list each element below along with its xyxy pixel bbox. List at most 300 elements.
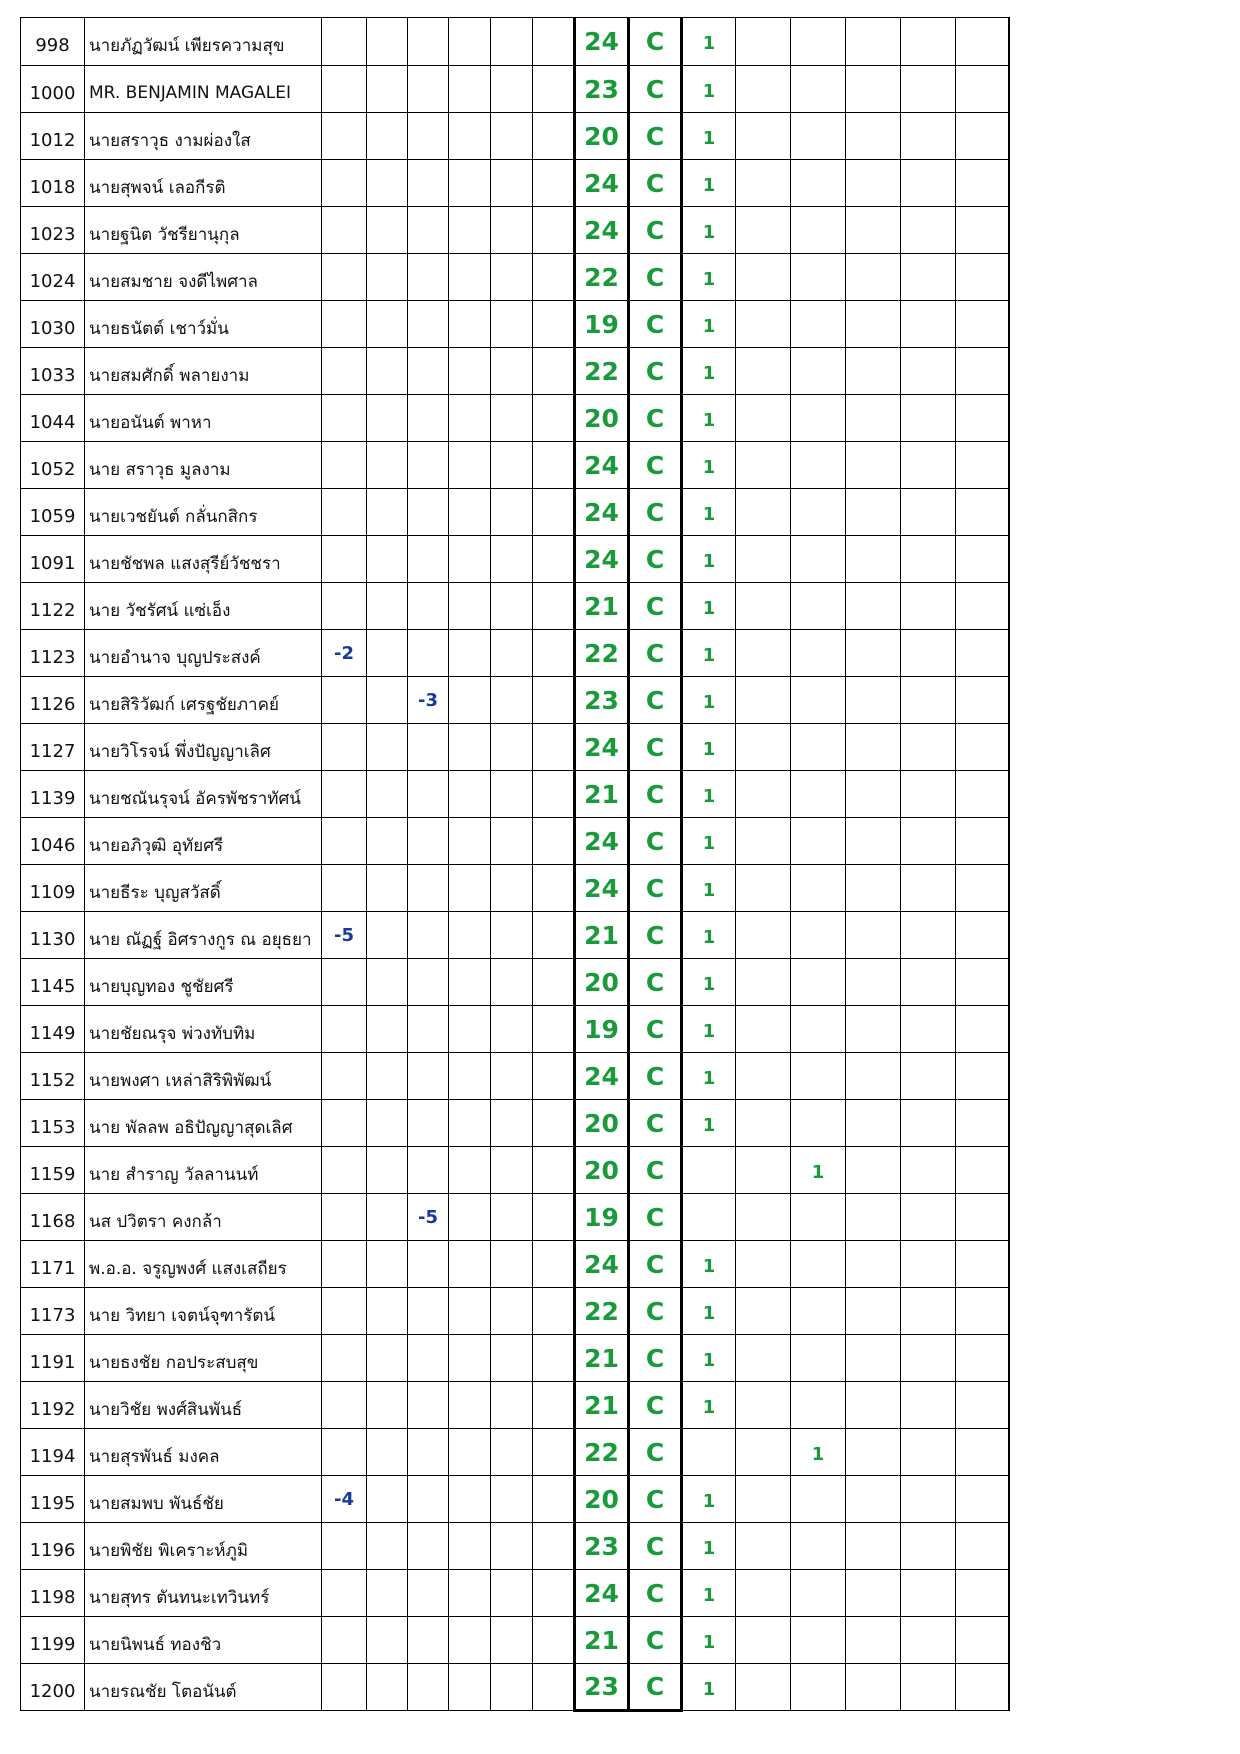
mark-cell	[901, 630, 956, 677]
mark-cell	[846, 1476, 901, 1523]
penalty-cell	[408, 1006, 449, 1053]
penalty-cell	[449, 1617, 491, 1664]
mark-cell	[901, 1194, 956, 1241]
mark-cell	[736, 1382, 791, 1429]
penalty-cell	[533, 1570, 575, 1617]
mark-cell	[736, 1429, 791, 1476]
grade-cell: C	[629, 1476, 682, 1523]
penalty-cell	[533, 160, 575, 207]
table-row	[21, 1288, 1009, 1335]
mark-cell	[736, 1006, 791, 1053]
penalty-cell	[533, 1100, 575, 1147]
table-row	[21, 395, 1009, 442]
mark-cell	[846, 583, 901, 630]
mark-cell	[956, 1194, 1009, 1241]
student-name-cell: นายสิริวัฒก์ เศรฐชัยภาคย์	[85, 677, 322, 724]
penalty-cell	[367, 301, 408, 348]
score-cell: 20	[575, 959, 629, 1006]
student-name-cell: นายชัยณรุจ พ่วงทับทิม	[85, 1006, 322, 1053]
grade-cell: C	[629, 1429, 682, 1476]
mark-cell	[736, 536, 791, 583]
penalty-cell	[449, 1147, 491, 1194]
student-name-cell: นายธงชัย กอประสบสุข	[85, 1335, 322, 1382]
mark-cell	[846, 1335, 901, 1382]
penalty-cell	[408, 536, 449, 583]
mark-cell	[956, 207, 1009, 254]
mark-cell: 1	[791, 1429, 846, 1476]
mark-cell	[846, 959, 901, 1006]
mark-cell	[956, 1382, 1009, 1429]
score-cell: 24	[575, 442, 629, 489]
table-row	[21, 301, 1009, 348]
table-row	[21, 348, 1009, 395]
penalty-cell	[408, 348, 449, 395]
mark-cell: 1	[682, 1335, 736, 1382]
mark-cell	[791, 1335, 846, 1382]
student-id-cell: 1130	[21, 912, 85, 959]
penalty-cell	[408, 583, 449, 630]
penalty-cell	[491, 724, 533, 771]
mark-cell	[846, 254, 901, 301]
mark-cell	[901, 1241, 956, 1288]
penalty-cell	[322, 66, 367, 113]
penalty-cell	[367, 113, 408, 160]
penalty-cell	[322, 583, 367, 630]
score-cell: 24	[575, 818, 629, 865]
grade-cell: C	[629, 1147, 682, 1194]
penalty-cell	[367, 1288, 408, 1335]
penalty-cell	[449, 1288, 491, 1335]
penalty-cell	[322, 818, 367, 865]
penalty-cell	[367, 1382, 408, 1429]
mark-cell	[956, 865, 1009, 912]
penalty-cell	[533, 1429, 575, 1476]
score-cell: 24	[575, 160, 629, 207]
table-row	[21, 207, 1009, 254]
student-name-cell: นายชณันรุจน์ อัครพัชราทัศน์	[85, 771, 322, 818]
score-cell: 24	[575, 1241, 629, 1288]
penalty-cell	[322, 1429, 367, 1476]
penalty-cell	[367, 1476, 408, 1523]
score-cell: 24	[575, 1570, 629, 1617]
score-cell: 22	[575, 348, 629, 395]
grade-cell: C	[629, 254, 682, 301]
grade-cell: C	[629, 348, 682, 395]
grade-cell: C	[629, 1241, 682, 1288]
score-cell: 20	[575, 1147, 629, 1194]
mark-cell	[846, 630, 901, 677]
mark-cell	[791, 818, 846, 865]
penalty-cell	[533, 1241, 575, 1288]
mark-cell	[956, 442, 1009, 489]
mark-cell: 1	[682, 1664, 736, 1711]
mark-cell	[901, 865, 956, 912]
penalty-cell	[367, 1194, 408, 1241]
score-cell: 20	[575, 1476, 629, 1523]
mark-cell	[791, 583, 846, 630]
grade-cell: C	[629, 865, 682, 912]
table-row	[21, 912, 1009, 959]
penalty-cell	[491, 1382, 533, 1429]
penalty-cell	[449, 1476, 491, 1523]
grade-cell: C	[629, 630, 682, 677]
student-name-cell: นายธีระ บุญสวัสดิ์	[85, 865, 322, 912]
mark-cell	[791, 536, 846, 583]
grade-cell: C	[629, 1523, 682, 1570]
penalty-cell	[533, 301, 575, 348]
mark-cell	[901, 1382, 956, 1429]
mark-cell	[791, 630, 846, 677]
mark-cell	[846, 865, 901, 912]
student-id-cell: 1198	[21, 1570, 85, 1617]
mark-cell	[956, 724, 1009, 771]
penalty-cell	[533, 1617, 575, 1664]
penalty-cell	[491, 1194, 533, 1241]
penalty-cell	[533, 1523, 575, 1570]
penalty-cell	[367, 160, 408, 207]
table-row	[21, 677, 1009, 724]
score-cell: 19	[575, 1194, 629, 1241]
grade-cell: C	[629, 724, 682, 771]
mark-cell	[791, 1382, 846, 1429]
penalty-cell	[533, 912, 575, 959]
penalty-cell	[449, 113, 491, 160]
table-row	[21, 1429, 1009, 1476]
student-name-cell: MR. BENJAMIN MAGALEI	[85, 66, 322, 113]
mark-cell	[846, 348, 901, 395]
penalty-cell	[322, 1241, 367, 1288]
penalty-cell	[408, 771, 449, 818]
student-name-cell: นาย วัชรัศน์ แซ่เอ็ง	[85, 583, 322, 630]
penalty-cell	[533, 818, 575, 865]
penalty-cell	[322, 1570, 367, 1617]
student-id-cell: 1018	[21, 160, 85, 207]
mark-cell	[956, 1053, 1009, 1100]
penalty-cell	[408, 113, 449, 160]
table-row	[21, 959, 1009, 1006]
grade-cell: C	[629, 395, 682, 442]
penalty-cell	[449, 442, 491, 489]
penalty-cell	[322, 1382, 367, 1429]
mark-cell	[901, 1617, 956, 1664]
penalty-cell	[408, 1523, 449, 1570]
student-name-cell: นายฐนิต วัชรียานุกุล	[85, 207, 322, 254]
mark-cell	[736, 1570, 791, 1617]
mark-cell: 1	[682, 1006, 736, 1053]
table-row	[21, 1194, 1009, 1241]
mark-cell	[736, 1476, 791, 1523]
penalty-cell	[533, 630, 575, 677]
penalty-cell	[449, 677, 491, 724]
penalty-cell	[408, 1570, 449, 1617]
score-cell: 22	[575, 630, 629, 677]
mark-cell	[736, 583, 791, 630]
grade-cell: C	[629, 160, 682, 207]
mark-cell	[736, 348, 791, 395]
penalty-cell	[322, 1100, 367, 1147]
mark-cell	[736, 959, 791, 1006]
mark-cell	[736, 1335, 791, 1382]
mark-cell	[791, 1288, 846, 1335]
penalty-cell	[367, 1241, 408, 1288]
mark-cell	[846, 536, 901, 583]
penalty-cell	[408, 1429, 449, 1476]
mark-cell: 1	[682, 1288, 736, 1335]
student-name-cell: นายสุทร ตันทนะเทวินทร์	[85, 1570, 322, 1617]
table-row	[21, 160, 1009, 207]
penalty-cell	[491, 1147, 533, 1194]
mark-cell	[901, 1476, 956, 1523]
mark-cell	[682, 1194, 736, 1241]
grade-cell: C	[629, 1288, 682, 1335]
penalty-cell	[367, 912, 408, 959]
grade-cell: C	[629, 442, 682, 489]
penalty-cell	[491, 207, 533, 254]
mark-cell	[791, 1523, 846, 1570]
penalty-cell	[533, 1382, 575, 1429]
penalty-cell	[322, 1523, 367, 1570]
penalty-cell: -5	[408, 1194, 449, 1241]
mark-cell: 1	[682, 489, 736, 536]
score-cell: 24	[575, 865, 629, 912]
score-cell: 24	[575, 724, 629, 771]
score-cell: 21	[575, 583, 629, 630]
penalty-cell	[322, 1147, 367, 1194]
penalty-cell	[533, 677, 575, 724]
mark-cell	[901, 1053, 956, 1100]
penalty-cell	[491, 1006, 533, 1053]
penalty-cell	[367, 818, 408, 865]
penalty-cell	[367, 583, 408, 630]
score-cell: 23	[575, 1664, 629, 1711]
mark-cell	[791, 865, 846, 912]
mark-cell	[736, 1194, 791, 1241]
penalty-cell	[322, 301, 367, 348]
student-name-cell: นายพิชัย พิเคราะห์ภูมิ	[85, 1523, 322, 1570]
mark-cell	[791, 1006, 846, 1053]
mark-cell	[901, 160, 956, 207]
mark-cell: 1	[682, 18, 736, 66]
student-id-cell: 1173	[21, 1288, 85, 1335]
mark-cell: 1	[682, 1617, 736, 1664]
penalty-cell	[533, 959, 575, 1006]
mark-cell	[956, 1523, 1009, 1570]
penalty-cell	[367, 724, 408, 771]
mark-cell	[956, 18, 1009, 66]
penalty-cell	[449, 771, 491, 818]
penalty-cell	[491, 1241, 533, 1288]
penalty-cell	[367, 442, 408, 489]
student-name-cell: นายวิชัย พงศ์สินพันธ์	[85, 1382, 322, 1429]
grade-cell: C	[629, 489, 682, 536]
penalty-cell	[491, 1053, 533, 1100]
mark-cell	[846, 489, 901, 536]
penalty-cell	[449, 348, 491, 395]
score-cell: 23	[575, 677, 629, 724]
grade-cell: C	[629, 18, 682, 66]
mark-cell	[791, 1241, 846, 1288]
student-id-cell: 1152	[21, 1053, 85, 1100]
score-cell: 24	[575, 18, 629, 66]
table-row	[21, 489, 1009, 536]
table-row	[21, 1053, 1009, 1100]
penalty-cell	[408, 1100, 449, 1147]
table-row	[21, 1335, 1009, 1382]
student-name-cell: นส ปวิตรา คงกล้า	[85, 1194, 322, 1241]
grade-cell: C	[629, 1100, 682, 1147]
mark-cell: 1	[682, 1100, 736, 1147]
penalty-cell	[322, 348, 367, 395]
mark-cell	[846, 1429, 901, 1476]
mark-cell	[791, 207, 846, 254]
mark-cell	[956, 348, 1009, 395]
mark-cell: 1	[682, 771, 736, 818]
penalty-cell	[408, 1617, 449, 1664]
penalty-cell	[533, 442, 575, 489]
penalty-cell	[322, 254, 367, 301]
penalty-cell	[408, 630, 449, 677]
penalty-cell	[449, 395, 491, 442]
penalty-cell	[491, 865, 533, 912]
student-name-cell: นายสราวุธ งามผ่องใส	[85, 113, 322, 160]
student-id-cell: 1153	[21, 1100, 85, 1147]
penalty-cell	[449, 1664, 491, 1711]
mark-cell: 1	[682, 395, 736, 442]
mark-cell	[791, 66, 846, 113]
penalty-cell	[533, 66, 575, 113]
grade-cell: C	[629, 536, 682, 583]
mark-cell	[901, 395, 956, 442]
penalty-cell	[533, 1053, 575, 1100]
penalty-cell	[491, 536, 533, 583]
penalty-cell	[449, 18, 491, 66]
mark-cell	[736, 113, 791, 160]
table-row	[21, 1476, 1009, 1523]
penalty-cell	[322, 18, 367, 66]
mark-cell	[846, 771, 901, 818]
mark-cell	[846, 1664, 901, 1711]
penalty-cell	[367, 1523, 408, 1570]
mark-cell	[846, 160, 901, 207]
mark-cell	[736, 724, 791, 771]
mark-cell	[956, 301, 1009, 348]
grade-cell: C	[629, 1194, 682, 1241]
table-row	[21, 1147, 1009, 1194]
mark-cell	[901, 254, 956, 301]
mark-cell	[791, 442, 846, 489]
mark-cell	[846, 66, 901, 113]
penalty-cell	[408, 301, 449, 348]
mark-cell	[901, 724, 956, 771]
penalty-cell	[367, 254, 408, 301]
score-cell: 20	[575, 1100, 629, 1147]
mark-cell: 1	[682, 113, 736, 160]
penalty-cell	[449, 254, 491, 301]
penalty-cell	[408, 1664, 449, 1711]
penalty-cell	[533, 113, 575, 160]
penalty-cell	[367, 489, 408, 536]
penalty-cell	[449, 1570, 491, 1617]
table-row	[21, 536, 1009, 583]
score-cell: 24	[575, 536, 629, 583]
score-cell: 20	[575, 113, 629, 160]
penalty-cell	[491, 677, 533, 724]
mark-cell	[901, 66, 956, 113]
penalty-cell	[491, 113, 533, 160]
penalty-cell	[449, 912, 491, 959]
mark-cell	[736, 1053, 791, 1100]
mark-cell	[736, 1147, 791, 1194]
penalty-cell	[367, 1429, 408, 1476]
penalty-cell	[408, 1288, 449, 1335]
mark-cell: 1	[791, 1147, 846, 1194]
penalty-cell	[322, 489, 367, 536]
penalty-cell	[449, 1006, 491, 1053]
penalty-cell	[408, 489, 449, 536]
penalty-cell	[449, 1053, 491, 1100]
mark-cell	[956, 1570, 1009, 1617]
mark-cell: 1	[682, 1570, 736, 1617]
student-name-cell: นายวิโรจน์ พึ่งปัญญาเลิศ	[85, 724, 322, 771]
penalty-cell	[491, 1523, 533, 1570]
penalty-cell	[491, 254, 533, 301]
student-id-cell: 1122	[21, 583, 85, 630]
score-cell: 19	[575, 1006, 629, 1053]
student-id-cell: 1127	[21, 724, 85, 771]
mark-cell	[901, 1147, 956, 1194]
mark-cell	[956, 395, 1009, 442]
penalty-cell	[408, 1476, 449, 1523]
penalty-cell	[533, 207, 575, 254]
mark-cell	[846, 1100, 901, 1147]
grade-cell: C	[629, 207, 682, 254]
mark-cell	[956, 1100, 1009, 1147]
penalty-cell	[367, 395, 408, 442]
grade-cell: C	[629, 1335, 682, 1382]
student-id-cell: 1123	[21, 630, 85, 677]
student-name-cell: นายธนัตต์ เชาว์มั่น	[85, 301, 322, 348]
penalty-cell	[491, 160, 533, 207]
table-row	[21, 583, 1009, 630]
penalty-cell	[408, 724, 449, 771]
grade-cell: C	[629, 771, 682, 818]
penalty-cell	[367, 1335, 408, 1382]
student-id-cell: 1012	[21, 113, 85, 160]
mark-cell	[901, 442, 956, 489]
penalty-cell	[491, 348, 533, 395]
mark-cell: 1	[682, 1053, 736, 1100]
mark-cell	[791, 160, 846, 207]
penalty-cell	[367, 1053, 408, 1100]
mark-cell	[736, 254, 791, 301]
mark-cell	[846, 1382, 901, 1429]
student-id-cell: 1159	[21, 1147, 85, 1194]
penalty-cell	[367, 865, 408, 912]
penalty-cell	[491, 1617, 533, 1664]
student-id-cell: 1139	[21, 771, 85, 818]
mark-cell	[736, 160, 791, 207]
student-id-cell: 1059	[21, 489, 85, 536]
penalty-cell	[408, 254, 449, 301]
mark-cell	[846, 1053, 901, 1100]
student-name-cell: นายรณชัย โตอนันต์	[85, 1664, 322, 1711]
penalty-cell	[533, 1335, 575, 1382]
penalty-cell	[533, 1476, 575, 1523]
penalty-cell	[322, 160, 367, 207]
score-cell: 21	[575, 1617, 629, 1664]
penalty-cell	[533, 348, 575, 395]
penalty-cell	[408, 1241, 449, 1288]
